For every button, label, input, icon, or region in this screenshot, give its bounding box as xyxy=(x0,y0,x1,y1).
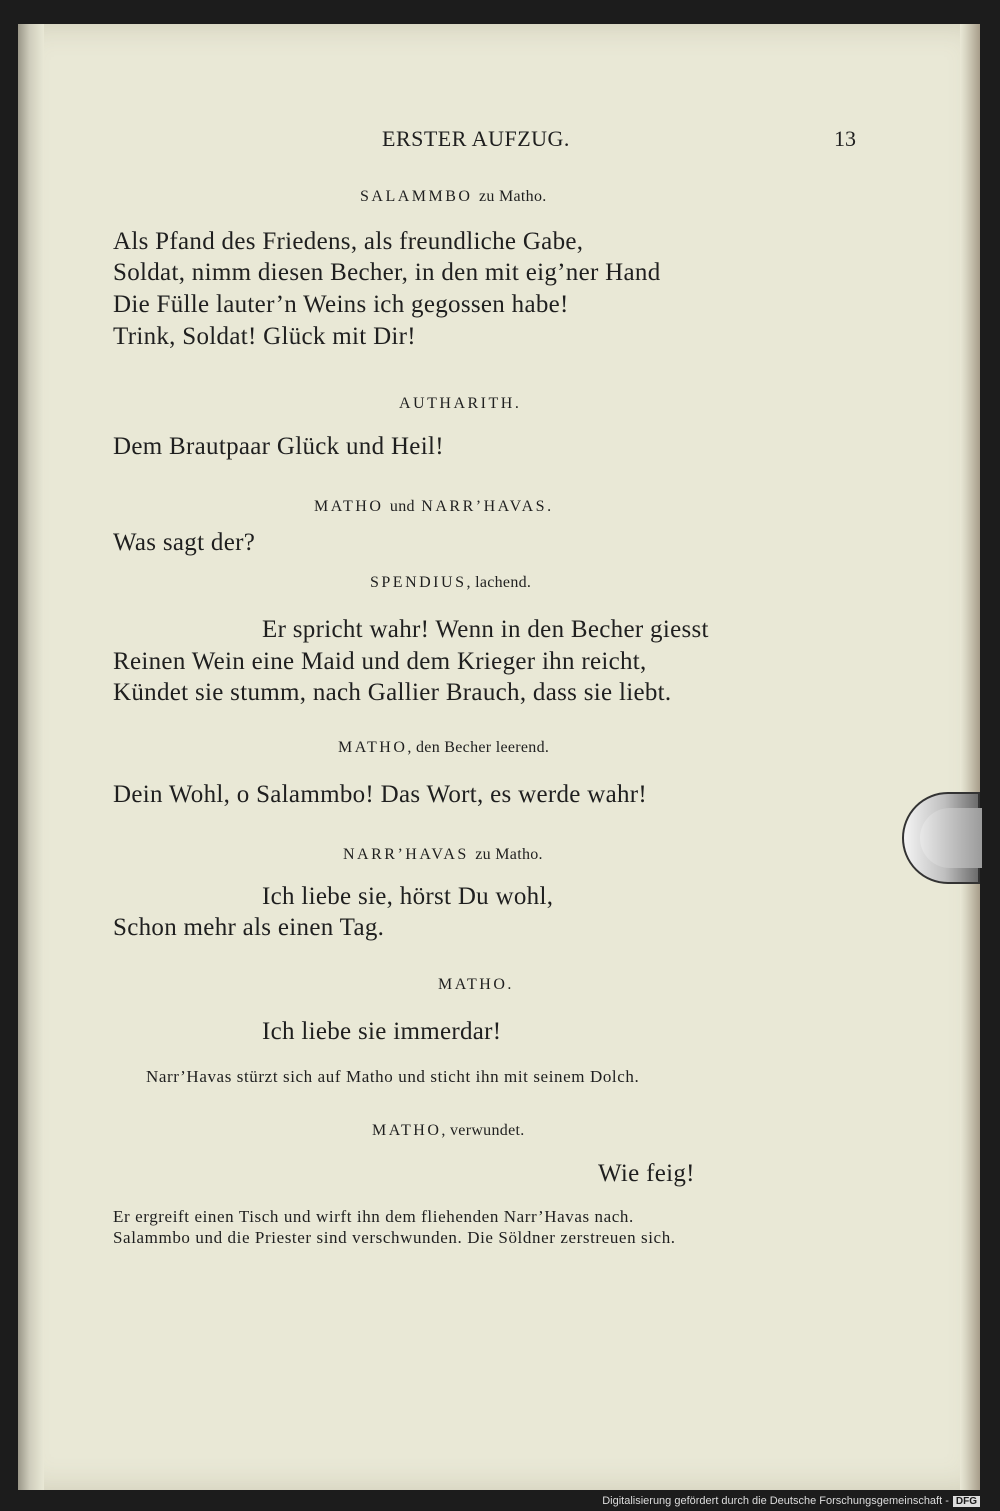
verse-line: Kündet sie stumm, nach Gallier Brauch, dass sie liebt. xyxy=(113,679,672,706)
gutter-shadow xyxy=(18,24,44,1490)
verse-line: Schon mehr als einen Tag. xyxy=(113,914,385,941)
speaker-matho-narrhavas: MATHO und NARR’HAVAS. xyxy=(314,498,554,515)
speaker-matho: MATHO, den Becher leerend. xyxy=(338,739,550,756)
speaker-salammbo: SALAMMBO zu Matho. xyxy=(360,188,547,205)
stage-direction: Narr’Havas stürzt sich auf Matho und sticht ihn mit seinem Dolch. xyxy=(146,1067,640,1086)
verse-line: Er spricht wahr! Wenn in den Becher giesst xyxy=(262,616,709,643)
verse-line: Was sagt der? xyxy=(113,529,256,556)
verse-line: Die Fülle lauter’n Weins ich gegossen habe! xyxy=(113,291,569,318)
speaker-matho: MATHO, verwundet. xyxy=(372,1122,525,1139)
verse-line: Wie feig! xyxy=(598,1160,695,1187)
speaker-narrhavas: NARR’HAVAS zu Matho. xyxy=(343,846,543,863)
digitization-footer: Digitalisierung gefördert durch die Deutsche Forschungsgemeinschaft - DFG xyxy=(602,1495,980,1507)
stage-direction: Er ergreift einen Tisch und wirft ihn dem fliehenden Narr’Havas nach. xyxy=(113,1207,634,1226)
dfg-logo: DFG xyxy=(953,1496,980,1507)
speaker-spendius: SPENDIUS, lachend. xyxy=(370,574,532,591)
page-edge xyxy=(960,24,980,1490)
verse-line: Ich liebe sie, hörst Du wohl, xyxy=(262,883,554,910)
verse-line: Ich liebe sie immerdar! xyxy=(262,1018,502,1045)
running-header: ERSTER AUFZUG. xyxy=(382,126,570,151)
verse-line: Dein Wohl, o Salammbo! Das Wort, es werde wahr! xyxy=(113,781,648,808)
verse-line: Trink, Soldat! Glück mit Dir! xyxy=(113,323,416,350)
page-number: 13 xyxy=(834,126,856,151)
verse-line: Soldat, nimm diesen Becher, in den mit eig’ner Hand xyxy=(113,259,661,286)
verse-line: Dem Brautpaar Glück und Heil! xyxy=(113,433,444,460)
verse-line: Reinen Wein eine Maid und dem Krieger ihn reicht, xyxy=(113,648,647,675)
speaker-autharith: AUTHARITH. xyxy=(399,395,522,412)
stage-direction: Salammbo und die Priester sind verschwunden. Die Söldner zerstreuen sich. xyxy=(113,1228,676,1247)
verse-line: Als Pfand des Friedens, als freundliche Gabe, xyxy=(113,228,584,255)
speaker-matho: MATHO. xyxy=(438,976,514,993)
